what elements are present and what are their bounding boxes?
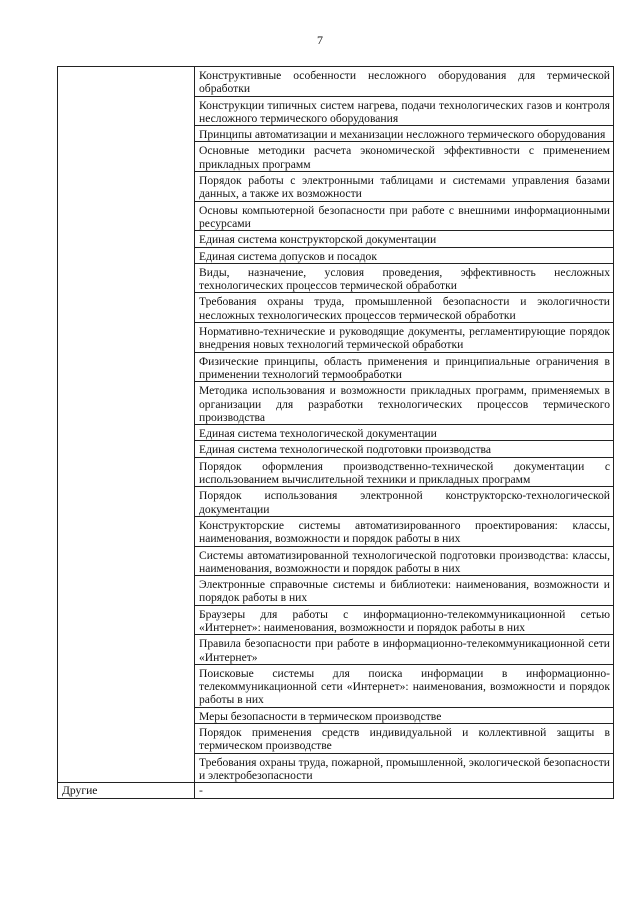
requirement-cell: Браузеры для работы с информационно-телекоммуникационной сетью «Интернет»: наименования, возможности и порядок работы в них: [195, 605, 614, 635]
requirement-cell: Единая система допусков и посадок: [195, 247, 614, 263]
requirement-cell: Порядок применения средств индивидуальной и коллективной защиты в термическом производстве: [195, 724, 614, 754]
requirements-table: [57, 66, 614, 799]
other-row: [58, 783, 614, 798]
requirement-cell: Системы автоматизированной технологической подготовки производства: классы, наименования, возможности и порядок работы в них: [195, 546, 614, 576]
requirement-cell: Требования охраны труда, пожарной, промышленной, экологической безопасности и электробезопасности: [195, 753, 614, 783]
requirement-cell: Единая система технологической подготовки производства: [195, 441, 614, 457]
requirement-cell: Порядок оформления производственно-технической документации с использованием вычислительной техники и прикладных программ: [195, 457, 614, 487]
requirement-cell: Конструктивные особенности несложного оборудования для термической обработки: [195, 67, 614, 97]
requirement-cell: Порядок использования электронной конструкторско-технологической документации: [195, 487, 614, 517]
requirement-cell: Порядок работы с электронными таблицами и системами управления базами данных, а также их возможности: [195, 172, 614, 202]
other-value-cell: -: [195, 783, 614, 798]
requirement-cell: Единая система технологической документации: [195, 425, 614, 441]
requirement-cell: Принципы автоматизации и механизации несложного термического оборудования: [195, 126, 614, 142]
other-label-cell: Другие: [58, 783, 195, 798]
requirement-cell: Физические принципы, область применения и принципиальные ограничения в применении технологий термообработки: [195, 352, 614, 382]
requirement-cell: Конструкции типичных систем нагрева, подачи технологических газов и контроля несложного термического оборудования: [195, 96, 614, 126]
requirement-cell: Методика использования и возможности прикладных программ, применяемых в организации для разработки технологических процессов термического производства: [195, 382, 614, 425]
requirement-cell: Поисковые системы для поиска информации в информационно-телекоммуникационной сети «Интернет»: наименования, возможности и порядок работы в них: [195, 664, 614, 707]
requirement-cell: Электронные справочные системы и библиотеки: наименования, возможности и порядок работы в них: [195, 576, 614, 606]
left-column-cell: [58, 67, 195, 783]
requirement-cell: Основные методики расчета экономической эффективности с применением прикладных программ: [195, 142, 614, 172]
requirement-cell: Единая система конструкторской документации: [195, 231, 614, 247]
requirement-cell: Требования охраны труда, промышленной безопасности и экологичности несложных технологических процессов термической обработки: [195, 293, 614, 323]
requirement-cell: Конструкторские системы автоматизированного проектирования: классы, наименования, возможности и порядок работы в них: [195, 516, 614, 546]
table-body: [58, 67, 614, 799]
requirement-cell: Правила безопасности при работе в информационно-телекоммуникационной сети «Интернет»: [195, 635, 614, 665]
table-row: [58, 67, 614, 97]
page-number: 7: [317, 33, 323, 47]
requirement-cell: Меры безопасности в термическом производстве: [195, 707, 614, 723]
requirement-cell: Виды, назначение, условия проведения, эффективность несложных технологических процессов термической обработки: [195, 263, 614, 293]
requirement-cell: Основы компьютерной безопасности при работе с внешними информационными ресурсами: [195, 201, 614, 231]
requirement-cell: Нормативно-технические и руководящие документы, регламентирующие порядок внедрения новых технологий термической обработки: [195, 323, 614, 353]
